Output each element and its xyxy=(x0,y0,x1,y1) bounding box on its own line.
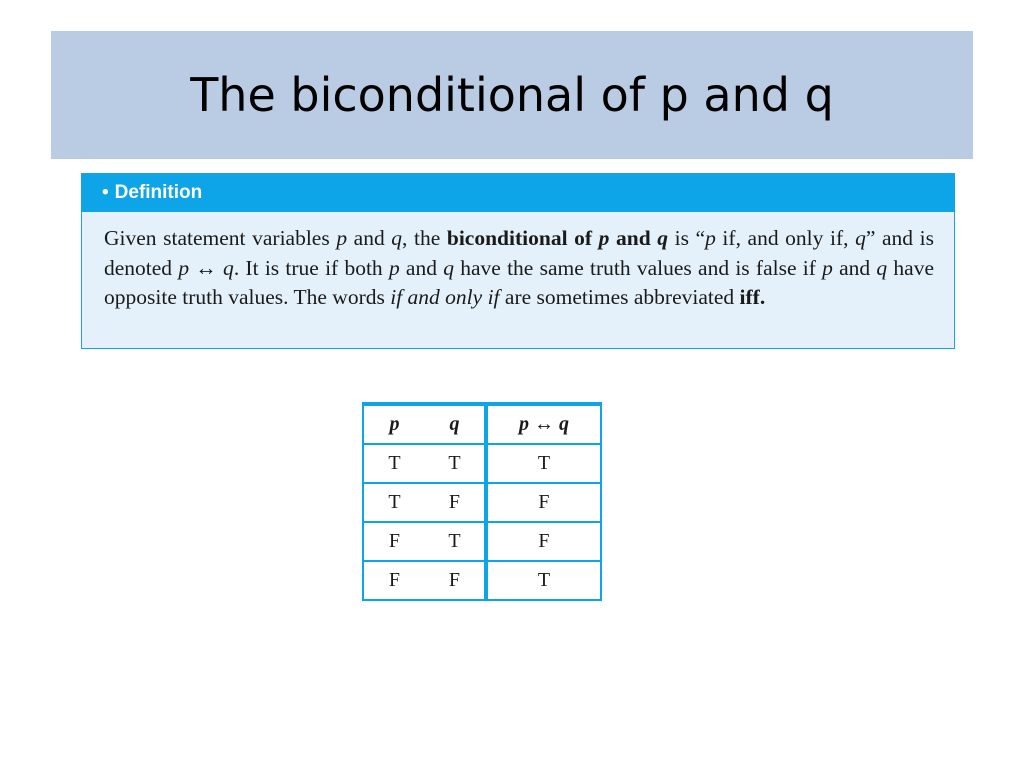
var-p: p xyxy=(705,226,716,250)
definition-box xyxy=(81,173,955,349)
var-q: q xyxy=(657,226,669,250)
cell-result: F xyxy=(486,522,601,561)
definition-header-label: Definition xyxy=(114,182,203,203)
cell-p: F xyxy=(363,522,425,561)
var-q: q xyxy=(391,226,403,250)
iff-phrase: if and only if xyxy=(390,285,500,309)
cell-q: F xyxy=(425,561,486,600)
var-p: p xyxy=(822,255,833,280)
table-header-row xyxy=(363,404,601,444)
truth-table xyxy=(362,402,602,601)
title-band xyxy=(51,31,973,159)
def-text-segment: . It is true if both xyxy=(233,255,389,280)
slide-title: The biconditional of p and q xyxy=(190,68,834,122)
var-p: p xyxy=(598,226,610,250)
def-text-segment: are sometimes abbreviated xyxy=(499,285,740,309)
var-q: q xyxy=(876,255,888,280)
cell-result: T xyxy=(486,444,601,483)
bullet-icon: • xyxy=(102,182,109,203)
def-text-segment: have opposite truth values. The words xyxy=(104,255,935,309)
table-row xyxy=(363,444,601,483)
cell-q: T xyxy=(425,444,486,483)
cell-p: T xyxy=(363,444,425,483)
def-text-segment: , the xyxy=(402,226,447,250)
header-biconditional: p ↔ q xyxy=(486,404,601,444)
cell-q: T xyxy=(425,522,486,561)
def-text-segment: if, and only if, xyxy=(715,226,856,250)
def-text-segment: Given statement variables xyxy=(104,226,337,250)
var-q: q xyxy=(443,255,454,280)
table-row xyxy=(363,561,601,600)
var-p: p xyxy=(388,255,400,280)
cell-p: T xyxy=(363,483,425,522)
def-text-segment: ” and is denoted xyxy=(104,226,934,280)
table-row xyxy=(363,522,601,561)
biconditional-expression: p ↔ q xyxy=(178,255,234,280)
cell-p: F xyxy=(363,561,425,600)
def-text-segment: and xyxy=(832,255,877,280)
var-p: p xyxy=(336,226,348,250)
cell-result: F xyxy=(486,483,601,522)
def-bold-segment: biconditional of xyxy=(446,226,599,250)
cell-result: T xyxy=(486,561,601,600)
def-bold-term xyxy=(447,226,668,250)
table-row xyxy=(363,483,601,522)
def-bold-segment: and xyxy=(609,226,658,250)
definition-text xyxy=(82,212,954,313)
def-text-segment: is “ xyxy=(668,226,706,250)
def-text-segment: have the same truth values and is false if xyxy=(453,255,823,280)
definition-header xyxy=(82,174,954,212)
def-text-segment: and xyxy=(347,226,392,250)
def-text-segment: and xyxy=(399,255,444,280)
header-p: p xyxy=(363,404,425,444)
header-q: q xyxy=(425,404,486,444)
cell-q: F xyxy=(425,483,486,522)
var-q: q xyxy=(855,226,866,250)
iff-abbreviation: iff. xyxy=(739,285,766,309)
